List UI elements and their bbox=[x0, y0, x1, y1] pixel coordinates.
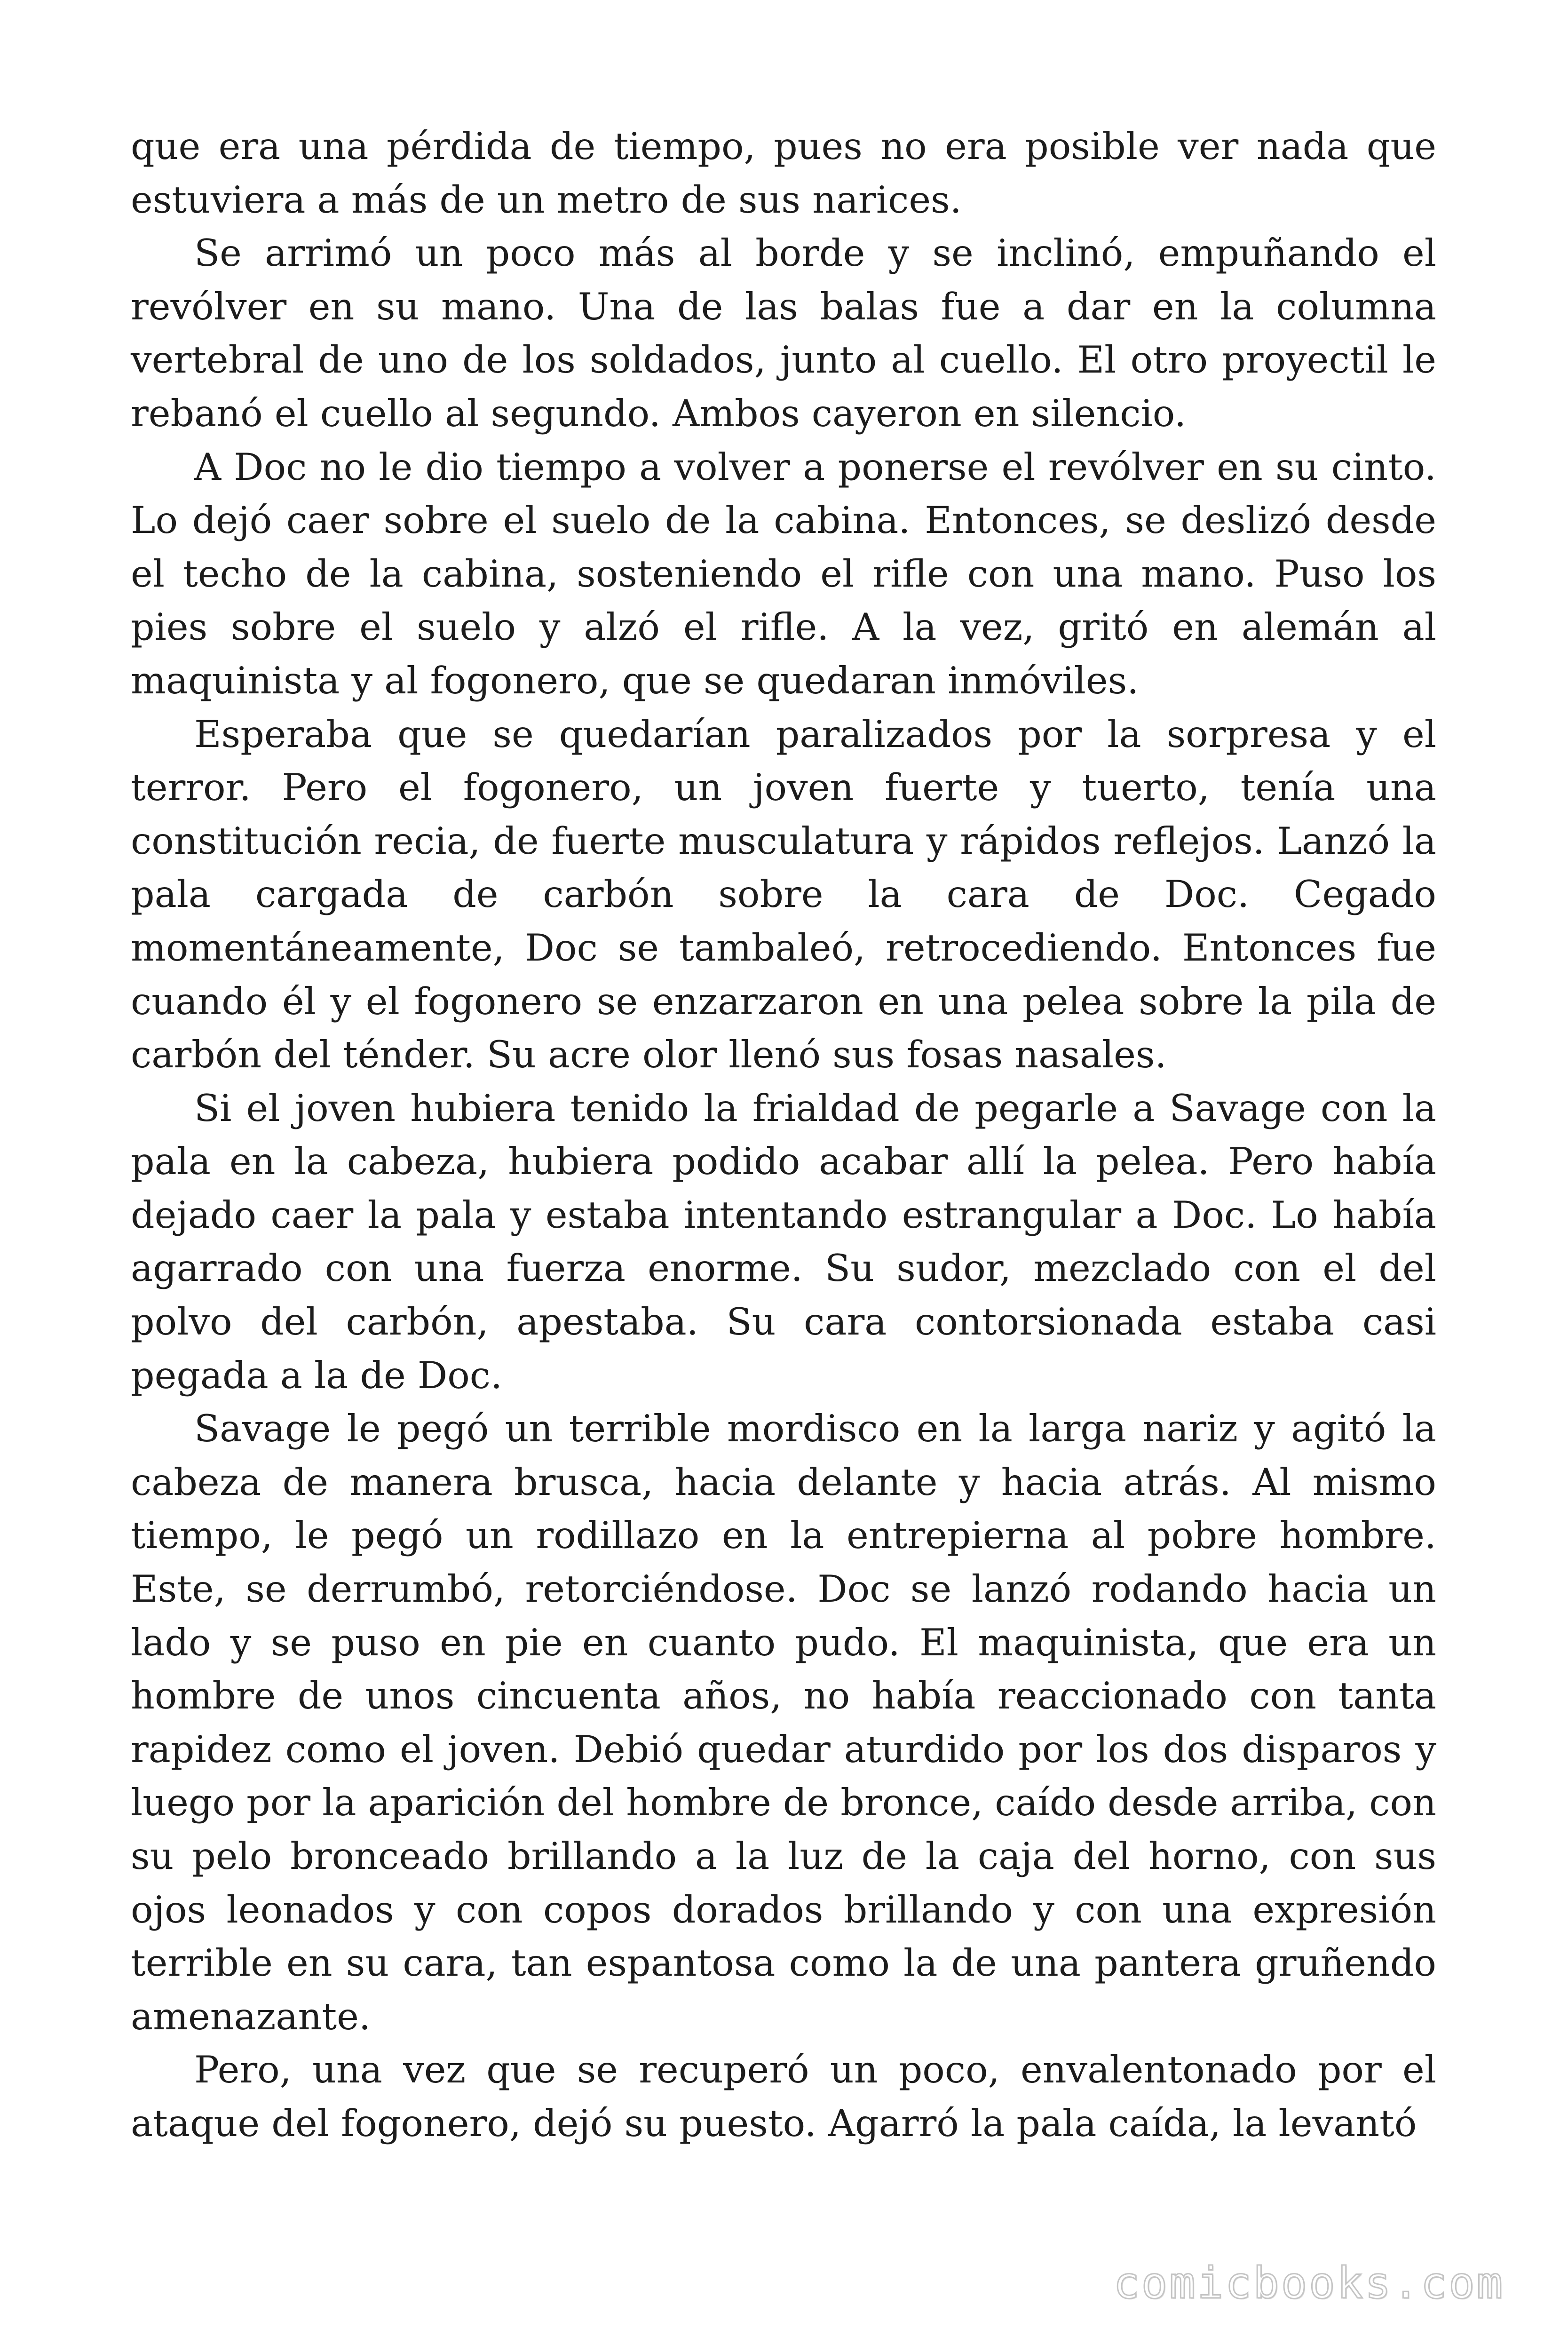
paragraph-1: que era una pérdida de tiempo, pues no era posible ver nada que estuviera a más de un metro de sus narices. bbox=[131, 125, 1436, 222]
body-text bbox=[131, 120, 1436, 2151]
paragraph-6: Savage le pegó un terrible mordisco en la larga nariz y agitó la cabeza de manera brusca, hacia delante y hacia atrás. Al mismo tiempo, le pegó un rodillazo en la entrepierna al pobre hombre. Este, se derrumbó, retorciéndose. Doc se lanzó rodando hacia un lado y se puso en pie en cuanto pudo. El maquinista, que era un hombre de unos cincuenta años, no había reaccionado con tanta rapidez como el joven. Debió quedar aturdido por los dos disparos y luego por la aparición del hombre de bronce, caído desde arriba, con su pelo bronceado brillando a la luz de la caja del horno, con sus ojos leonados y con copos dorados brillando y con una expresión terrible en su cara, tan espantosa como la de una pantera gruñendo amenazante. bbox=[131, 1407, 1436, 2038]
paragraph-5: Si el joven hubiera tenido la frialdad de pegarle a Savage con la pala en la cabeza, hubiera podido acabar allí la pelea. Pero había dejado caer la pala y estaba intentando estrangular a Doc. Lo había agarrado con una fuerza enorme. Su sudor, mezclado con el del polvo del carbón, apestaba. Su cara contorsionada estaba casi pegada a la de Doc. bbox=[131, 1086, 1436, 1397]
paragraph-2: Se arrimó un poco más al borde y se inclinó, empuñando el revólver en su mano. Una de las balas fue a dar en la columna vertebral de uno de los soldados, junto al cuello. El otro proyectil le rebanó el cuello al segundo. Ambos cayeron en silencio. bbox=[131, 231, 1436, 435]
paragraph-4: Esperaba que se quedarían paralizados por la sorpresa y el terror. Pero el fogonero, un joven fuerte y tuerto, tenía una constitución recia, de fuerte musculatura y rápidos reflejos. Lanzó la pala cargada de carbón sobre la cara de Doc. Cegado momentáneamente, Doc se tambaleó, retrocediendo. Entonces fue cuando él y el fogonero se enzarzaron en una pelea sobre la pila de carbón del ténder. Su acre olor llenó sus fosas nasales. bbox=[131, 712, 1436, 1077]
paragraph-7: Pero, una vez que se recuperó un poco, envalentonado por el ataque del fogonero, dejó su puesto. Agarró la pala caída, la levantó bbox=[131, 2048, 1436, 2145]
paragraph-3: A Doc no le dio tiempo a volver a ponerse el revólver en su cinto. Lo dejó caer sobre el suelo de la cabina. Entonces, se deslizó desde el techo de la cabina, sosteniendo el rifle con una mano. Puso los pies sobre el suelo y alzó el rifle. A la vez, gritó en alemán al maquinista y al fogonero, que se quedaran inmóviles. bbox=[131, 445, 1436, 702]
watermark-text: comicbooks.com bbox=[1113, 2258, 1505, 2308]
